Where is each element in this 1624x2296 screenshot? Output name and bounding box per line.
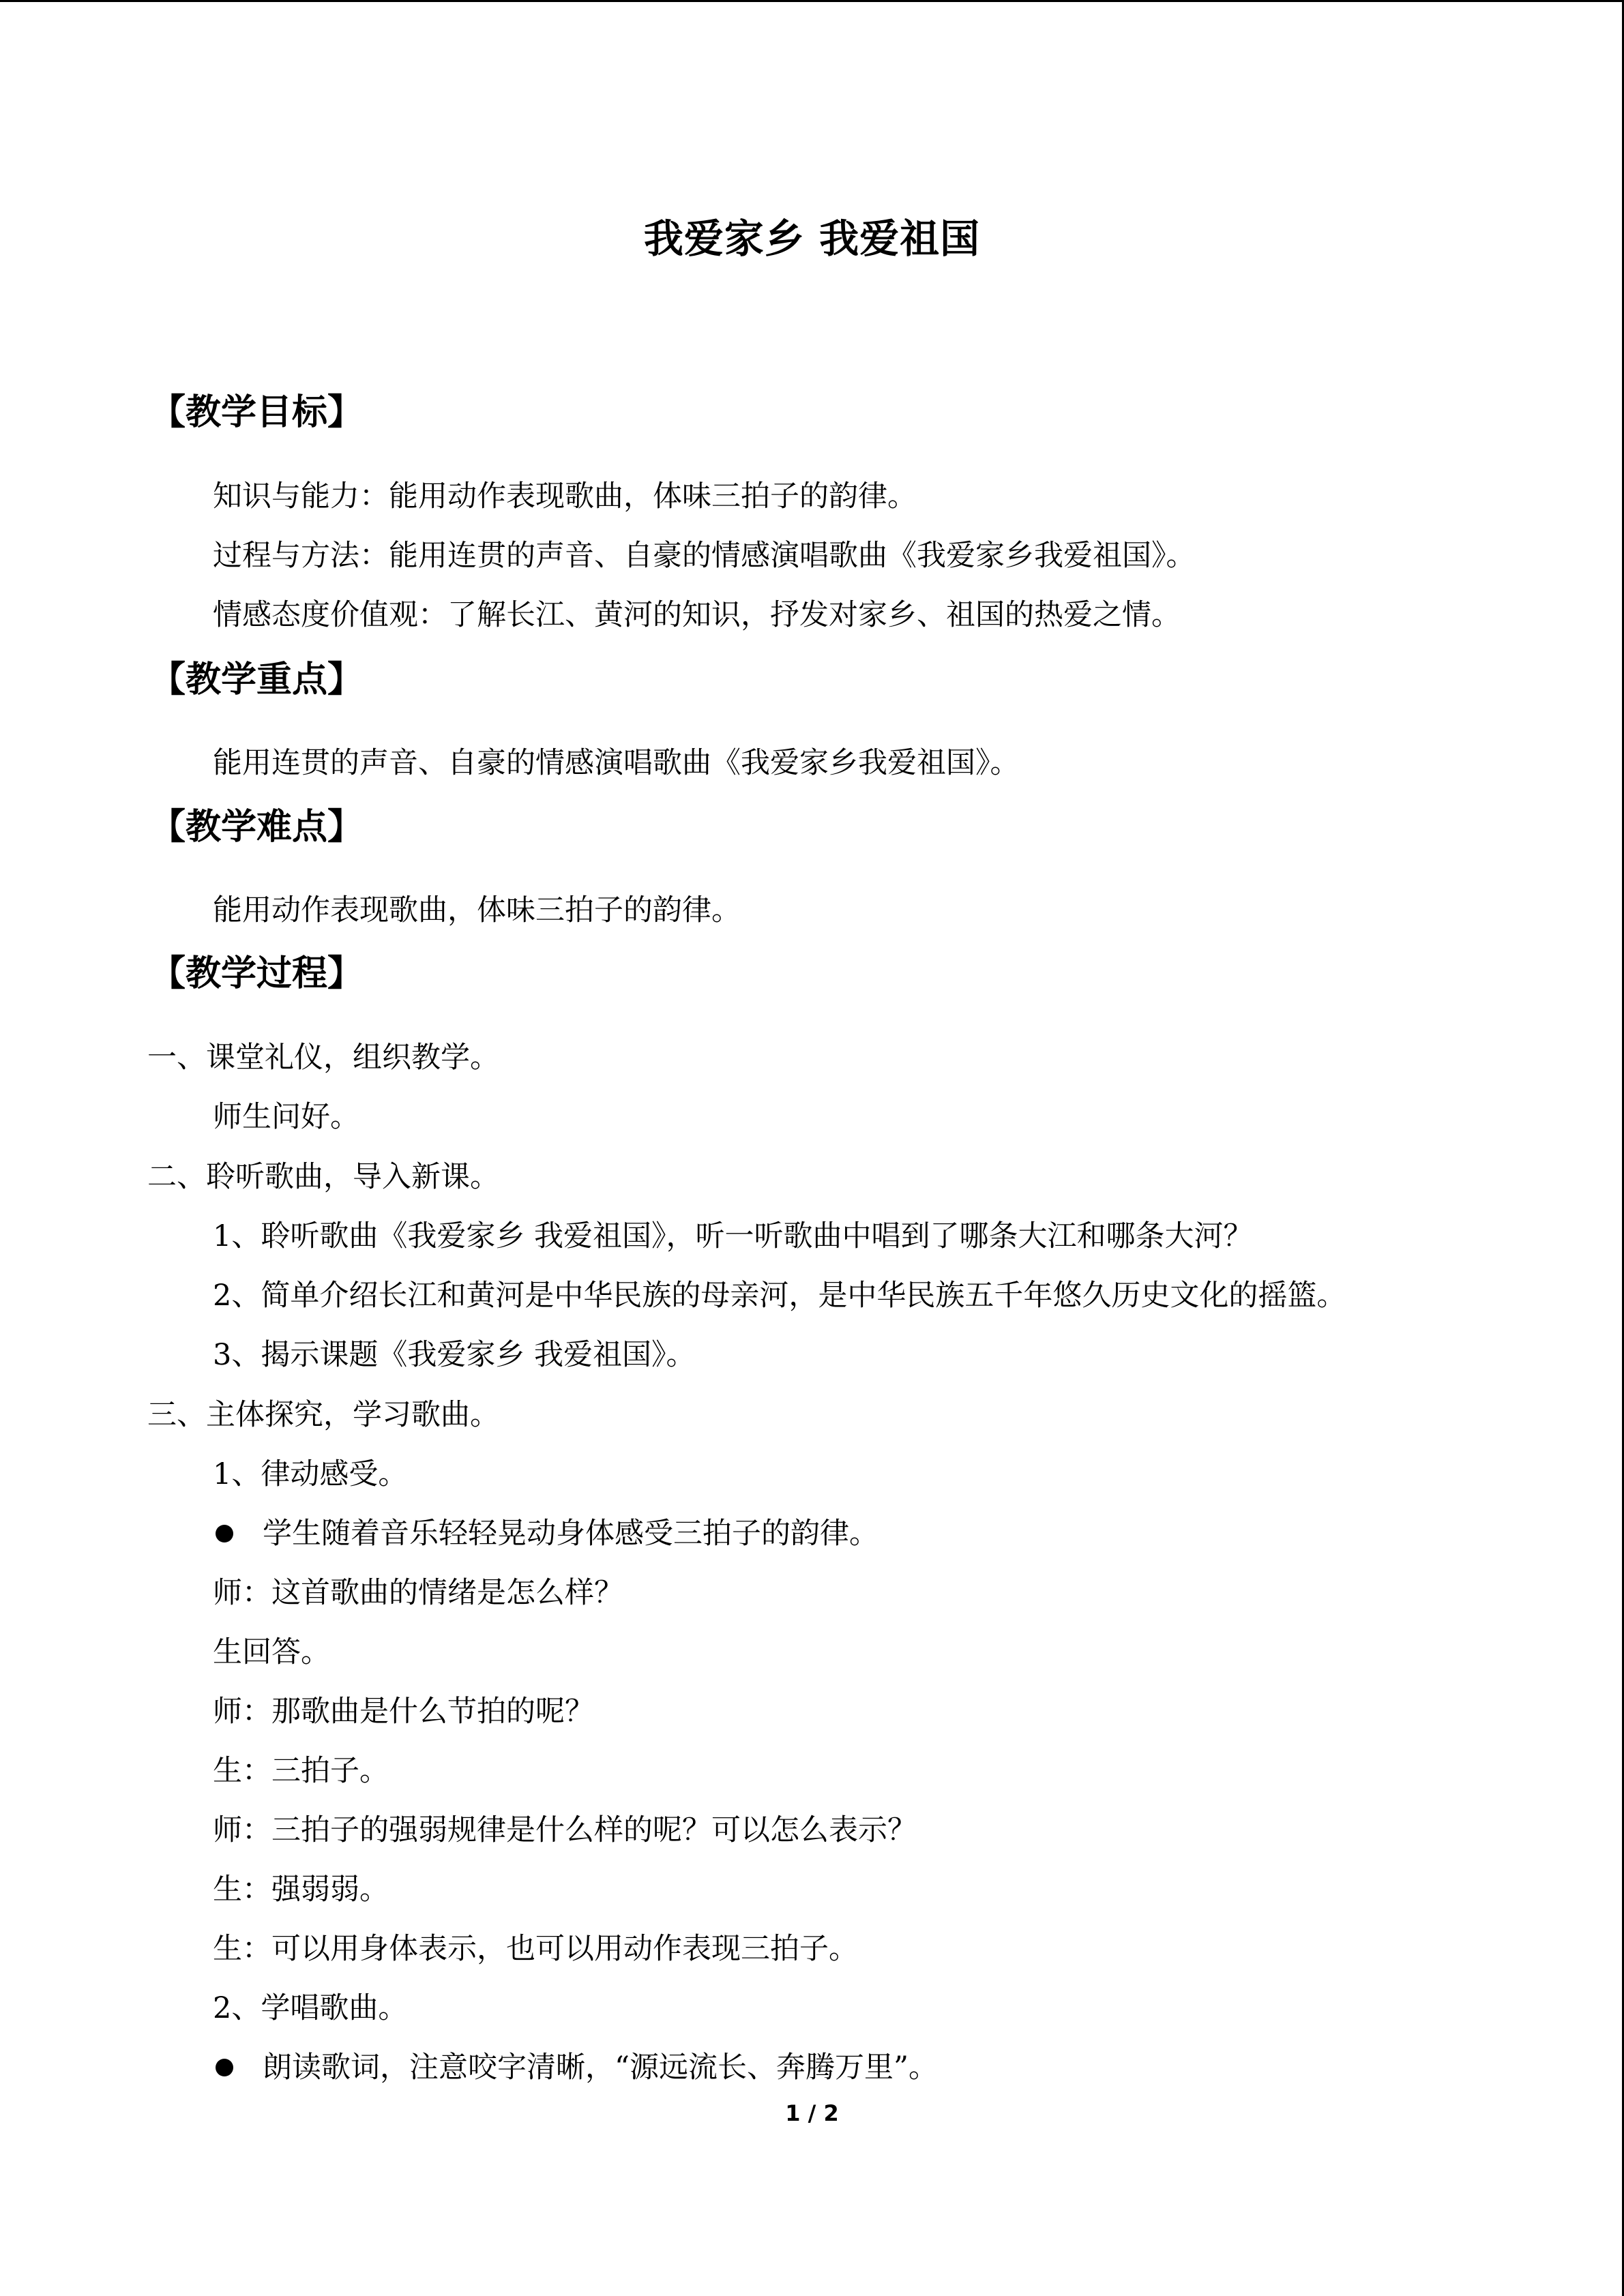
dialogue-line-1: 师：这首歌曲的情绪是怎么样？ [213,1576,623,1610]
objective-knowledge: 知识与能力：能用动作表现歌曲，体味三拍子的韵律。 [213,479,917,513]
key-points-text: 能用连贯的声音、自豪的情感演唱歌曲《我爱家乡我爱祖国》。 [213,746,1020,780]
step3-sub2: 2、学唱歌曲。 [213,1991,408,2025]
step1-title: 一、课堂礼仪，组织教学。 [147,1041,499,1075]
step2-line-2: 2、简单介绍长江和黄河是中华民族的母亲河，是中华民族五千年悠久历史文化的摇篮。 [213,1279,1346,1313]
dialogue-line-6: 生：强弱弱。 [213,1873,389,1907]
page-number: 1 / 2 [785,2100,839,2126]
difficulties-text: 能用动作表现歌曲，体味三拍子的韵律。 [213,893,741,927]
step3-title: 三、主体探究，学习歌曲。 [147,1398,499,1432]
page-title: 我爱家乡 我爱祖国 [643,215,981,262]
dialogue-line-2: 生回答。 [213,1635,330,1669]
bullet-icon [216,1525,233,1542]
step2-line-1: 1、聆听歌曲《我爱家乡 我爱祖国》，听一听歌曲中唱到了哪条大江和哪条大河？ [213,1219,1253,1253]
step1-line: 师生问好。 [213,1100,359,1134]
top-border [0,0,1624,2]
heading-key-points: 【教学重点】 [150,659,364,700]
step2-title: 二、聆听歌曲，导入新课。 [147,1160,499,1194]
dialogue-line-3: 师：那歌曲是什么节拍的呢？ [213,1695,594,1729]
heading-objectives: 【教学目标】 [150,391,364,433]
dialogue-line-4: 生：三拍子。 [213,1754,389,1788]
heading-difficulties: 【教学难点】 [150,806,364,848]
objective-emotion: 情感态度价值观：了解长江、黄河的知识，抒发对家乡、祖国的热爱之情。 [213,598,1181,632]
bullet-icon [216,2059,233,2076]
dialogue-line-7: 生：可以用身体表示，也可以用动作表现三拍子。 [213,1932,858,1966]
objective-process: 过程与方法：能用连贯的声音、自豪的情感演唱歌曲《我爱家乡我爱祖国》。 [213,539,1196,573]
step3-sub1: 1、律动感受。 [213,1457,408,1491]
step2-line-3: 3、揭示课题《我爱家乡 我爱祖国》。 [213,1338,696,1372]
dialogue-line-5: 师：三拍子的强弱规律是什么样的呢？可以怎么表示？ [213,1813,917,1847]
step3-bullet-2: 朗读歌词，注意咬字清晰，“源远流长、奔腾万里”。 [263,2051,938,2085]
step3-bullet-1: 学生随着音乐轻轻晃动身体感受三拍子的韵律。 [263,1517,879,1551]
heading-process: 【教学过程】 [150,953,364,994]
